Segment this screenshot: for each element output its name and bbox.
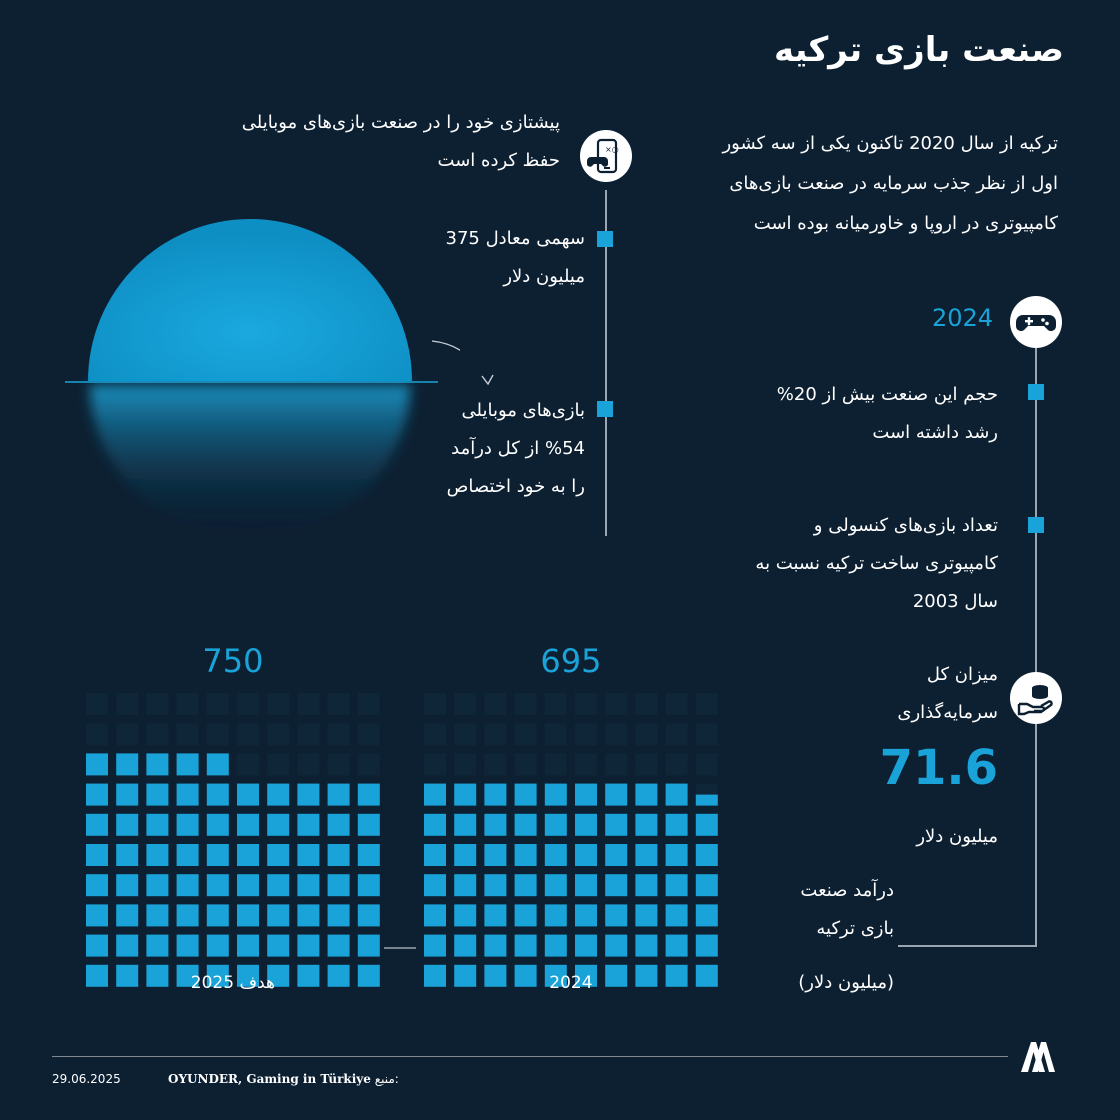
waffle-filled-square [454,904,476,926]
waffle-empty-square [207,723,229,745]
waffle-filled-square [424,844,446,866]
waffle-filled-square [86,965,108,987]
waffle-empty-square [86,693,108,715]
sun-reflection [90,385,410,535]
mobile-share-text: سهمی معادل 375 میلیون دلار [445,228,585,287]
waffle-empty-square [267,723,289,745]
right-timeline-bottom [898,945,1037,947]
waffle-filled-square [605,874,627,896]
waffle-empty-square [297,693,319,715]
waffle-filled-square [146,844,168,866]
waffle-filled-square [424,874,446,896]
waffle-empty-square [116,693,138,715]
waffle-filled-square [454,965,476,987]
waffle-filled-square [237,874,259,896]
arrow-head-icon [480,372,496,388]
waffle-filled-square [297,844,319,866]
waffle-filled-square [328,874,350,896]
waffle-empty-square [515,753,537,775]
waffle-filled-square [696,874,718,896]
investment-unit: میلیون دلار [916,826,998,847]
waffle-filled-square [454,784,476,806]
waffle-empty-square [575,723,597,745]
waffle-filled-square [237,904,259,926]
waffle-filled-square [146,935,168,957]
waffle-filled-square [86,753,108,775]
waffle-empty-square [424,723,446,745]
waffle-empty-square [515,723,537,745]
waffle-filled-square [297,784,319,806]
waffle-empty-square [267,753,289,775]
waffle-category-label: هدف 2025 [190,973,275,993]
waffle-filled-square [177,844,199,866]
waffle-filled-square [635,874,657,896]
timeline-marker-2 [1028,517,1044,533]
waffle-filled-square [358,814,380,836]
waffle-empty-square [297,753,319,775]
waffle-filled-square [605,935,627,957]
waffle-filled-square [207,935,229,957]
waffle-empty-square [237,723,259,745]
waffle-empty-square [666,753,688,775]
waffle-filled-square [575,844,597,866]
investment-value: 71.6 [879,740,998,796]
waffle-filled-square [116,965,138,987]
waffle-filled-square [358,935,380,957]
sunset-illustration [60,205,460,550]
waffle-filled-square [666,874,688,896]
waffle-filled-square [86,904,108,926]
waffle-empty-square [454,753,476,775]
waffle-value-label: 695 [540,642,602,680]
waffle-empty-square [424,753,446,775]
waffle-filled-square [177,814,199,836]
waffle-filled-square [484,814,506,836]
waffle-empty-square [515,693,537,715]
waffle-empty-square [177,723,199,745]
waffle-empty-square [424,693,446,715]
waffle-filled-square [86,935,108,957]
waffle-partial-square [696,795,718,806]
waffle-filled-square [605,904,627,926]
waffle-filled-square [424,814,446,836]
phone-gamepad-icon [580,130,632,182]
waffle-filled-square [267,874,289,896]
waffle-filled-square [666,844,688,866]
waffle-filled-square [424,935,446,957]
waffle-filled-square [358,784,380,806]
waffle-empty-square [177,693,199,715]
waffle-filled-square [207,814,229,836]
sun-half [88,219,412,381]
waffle-filled-square [515,844,537,866]
waffle-filled-square [146,965,168,987]
footer-source-label: منبع: [374,1072,399,1086]
waffle-empty-square [605,693,627,715]
waffle-filled-square [267,784,289,806]
waffle-filled-square [146,904,168,926]
waffle-filled-square [86,814,108,836]
industry-growth-text: حجم این صنعت بیش از 20% رشد داشته است [776,384,998,443]
waffle-filled-square [666,965,688,987]
waffle-empty-square [666,693,688,715]
waffle-filled-square [545,874,567,896]
waffle-filled-square [484,935,506,957]
waffle-empty-square [328,753,350,775]
waffle-filled-square [635,935,657,957]
waffle-empty-square [358,693,380,715]
waffle-empty-square [328,693,350,715]
waffle-filled-square [515,904,537,926]
waffle-filled-square [635,784,657,806]
waffle-filled-square [86,784,108,806]
waffle-empty-square [545,723,567,745]
waffle-filled-square [666,935,688,957]
waffle-filled-square [484,844,506,866]
waffle-filled-square [177,904,199,926]
waffle-filled-square [328,784,350,806]
waffle-filled-square [267,904,289,926]
waffle-filled-square [575,814,597,836]
waffle-filled-square [484,874,506,896]
waffle-filled-square [297,965,319,987]
waffle-empty-square [545,693,567,715]
waffle-filled-square [297,814,319,836]
waffle-filled-square [515,935,537,957]
waffle-empty-square [237,753,259,775]
waffle-empty-square [696,693,718,715]
waffle-filled-square [484,965,506,987]
waffle-filled-square [575,935,597,957]
waffle-filled-square [635,965,657,987]
waffle-filled-square [696,935,718,957]
waffle-filled-square [146,874,168,896]
waffle-filled-square [696,814,718,836]
waffle-filled-square [116,904,138,926]
revenue-unit: (میلیون دلار) [798,972,894,993]
waffle-empty-square [666,723,688,745]
waffle-empty-square [267,693,289,715]
waffle-filled-square [358,904,380,926]
waffle-filled-square [454,814,476,836]
waffle-filled-square [635,844,657,866]
waffle-empty-square [484,723,506,745]
waffle-filled-square [666,814,688,836]
waffle-empty-square [297,723,319,745]
waffle-filled-square [237,844,259,866]
waffle-filled-square [454,874,476,896]
waffle-filled-square [515,874,537,896]
waffle-empty-square [605,723,627,745]
waffle-empty-square [696,753,718,775]
page-title: صنعت بازی ترکیه [773,30,1064,70]
waffle-filled-square [358,844,380,866]
gamepad-icon [1010,296,1062,348]
waffle-filled-square [545,904,567,926]
investment-hand-icon [1010,672,1062,724]
waffle-empty-square [696,723,718,745]
console-games-text: تعداد بازی‌های کنسولی و کامپیوتری ساخت ترکیه نسبت به سال 2003 [755,515,998,612]
curved-arrow [432,341,460,383]
waffle-filled-square [515,784,537,806]
waffle-filled-square [237,784,259,806]
waffle-empty-square [454,723,476,745]
waffle-filled-square [605,814,627,836]
waffle-filled-square [267,935,289,957]
waffle-empty-square [146,723,168,745]
waffle-filled-square [605,844,627,866]
waffle-filled-square [635,904,657,926]
waffle-empty-square [454,693,476,715]
waffle-empty-square [635,753,657,775]
waffle-filled-square [297,904,319,926]
waffle-empty-square [575,693,597,715]
waffle-empty-square [575,753,597,775]
waffle-filled-square [207,844,229,866]
footer-source-text: OYUNDER, Gaming in Türkiye [168,1072,371,1086]
waffle-filled-square [177,874,199,896]
right-timeline-line [1035,348,1037,946]
waffle-filled-square [328,965,350,987]
waffle-filled-square [207,904,229,926]
waffle-value-label: 750 [202,642,264,680]
waffle-filled-square [237,935,259,957]
footer-source [168,1072,399,1086]
timeline-year: 2024 [932,304,994,332]
waffle-filled-square [358,965,380,987]
waffle-empty-square [484,753,506,775]
mobile-marker-2 [597,401,613,417]
footer-line [52,1056,1008,1057]
waffle-filled-square [116,784,138,806]
waffle-filled-square [696,965,718,987]
waffle-filled-square [696,844,718,866]
waffle-empty-square [207,693,229,715]
waffle-filled-square [207,753,229,775]
waffle-empty-square [328,723,350,745]
waffle-filled-square [635,814,657,836]
waffle-empty-square [605,753,627,775]
waffle-filled-square [454,935,476,957]
waffle-filled-square [116,935,138,957]
waffle-empty-square [484,693,506,715]
waffle-filled-square [297,874,319,896]
waffle-filled-square [358,874,380,896]
waffle-empty-square [358,753,380,775]
mobile-heading: پیشتازی خود را در صنعت بازی‌های موبایلی حفظ کرده است [241,112,560,171]
waffle-filled-square [328,904,350,926]
waffle-empty-square [635,723,657,745]
waffle-filled-square [575,904,597,926]
investment-label: میزان کل سرمایه‌گذاری [897,664,998,723]
waffle-empty-square [545,753,567,775]
waffle-filled-square [696,904,718,926]
aa-logo [1018,1038,1056,1074]
revenue-label: درآمد صنعت بازی ترکیه [800,880,894,939]
waffle-filled-square [207,874,229,896]
waffle-filled-square [666,904,688,926]
waffle-filled-square [515,814,537,836]
waffle-filled-square [545,784,567,806]
waffle-filled-square [116,874,138,896]
waffle-filled-square [454,844,476,866]
waffle-filled-square [666,784,688,806]
footer-date: 29.06.2025 [52,1072,121,1086]
waffle-empty-square [635,693,657,715]
mobile-percent-text: بازی‌های موبایلی 54% از کل درآمد را به خود اختصاص [446,400,585,497]
mobile-marker-1 [597,231,613,247]
waffle-filled-square [267,814,289,836]
waffle-category-label: 2024 [549,973,593,993]
waffle-filled-square [424,784,446,806]
waffle-filled-square [116,844,138,866]
waffle-filled-square [484,904,506,926]
waffle-filled-square [177,935,199,957]
waffle-filled-square [328,844,350,866]
waffle-filled-square [116,814,138,836]
waffle-empty-square [86,723,108,745]
waffle-filled-square [545,844,567,866]
waffle-filled-square [424,965,446,987]
waffle-filled-square [86,874,108,896]
svg-text:×○: ×○ [605,145,619,154]
timeline-marker-1 [1028,384,1044,400]
waffle-filled-square [177,753,199,775]
waffle-filled-square [328,814,350,836]
waffle-filled-square [545,935,567,957]
waffle-filled-square [605,784,627,806]
waffle-filled-square [146,784,168,806]
waffle-filled-square [146,814,168,836]
waffle-filled-square [605,965,627,987]
waffle-filled-square [424,904,446,926]
waffle-filled-square [575,874,597,896]
waffle-filled-square [86,844,108,866]
waffle-filled-square [515,965,537,987]
waffle-filled-square [237,814,259,836]
waffle-filled-square [116,753,138,775]
waffle-chart [70,630,740,1010]
waffle-filled-square [297,935,319,957]
waffle-empty-square [116,723,138,745]
waffle-empty-square [237,693,259,715]
waffle-filled-square [267,844,289,866]
waffle-filled-square [177,784,199,806]
waffle-filled-square [545,814,567,836]
waffle-empty-square [358,723,380,745]
waffle-filled-square [328,935,350,957]
waffle-filled-square [484,784,506,806]
waffle-filled-square [146,753,168,775]
intro-text: ترکیه از سال 2020 تاکنون یکی از سه کشور اول از نظر جذب سرمایه در صنعت بازی‌های کامپیوتری در اروپا و خاورمیانه بوده است [722,133,1058,234]
waffle-filled-square [207,784,229,806]
waffle-filled-square [575,784,597,806]
waffle-empty-square [146,693,168,715]
